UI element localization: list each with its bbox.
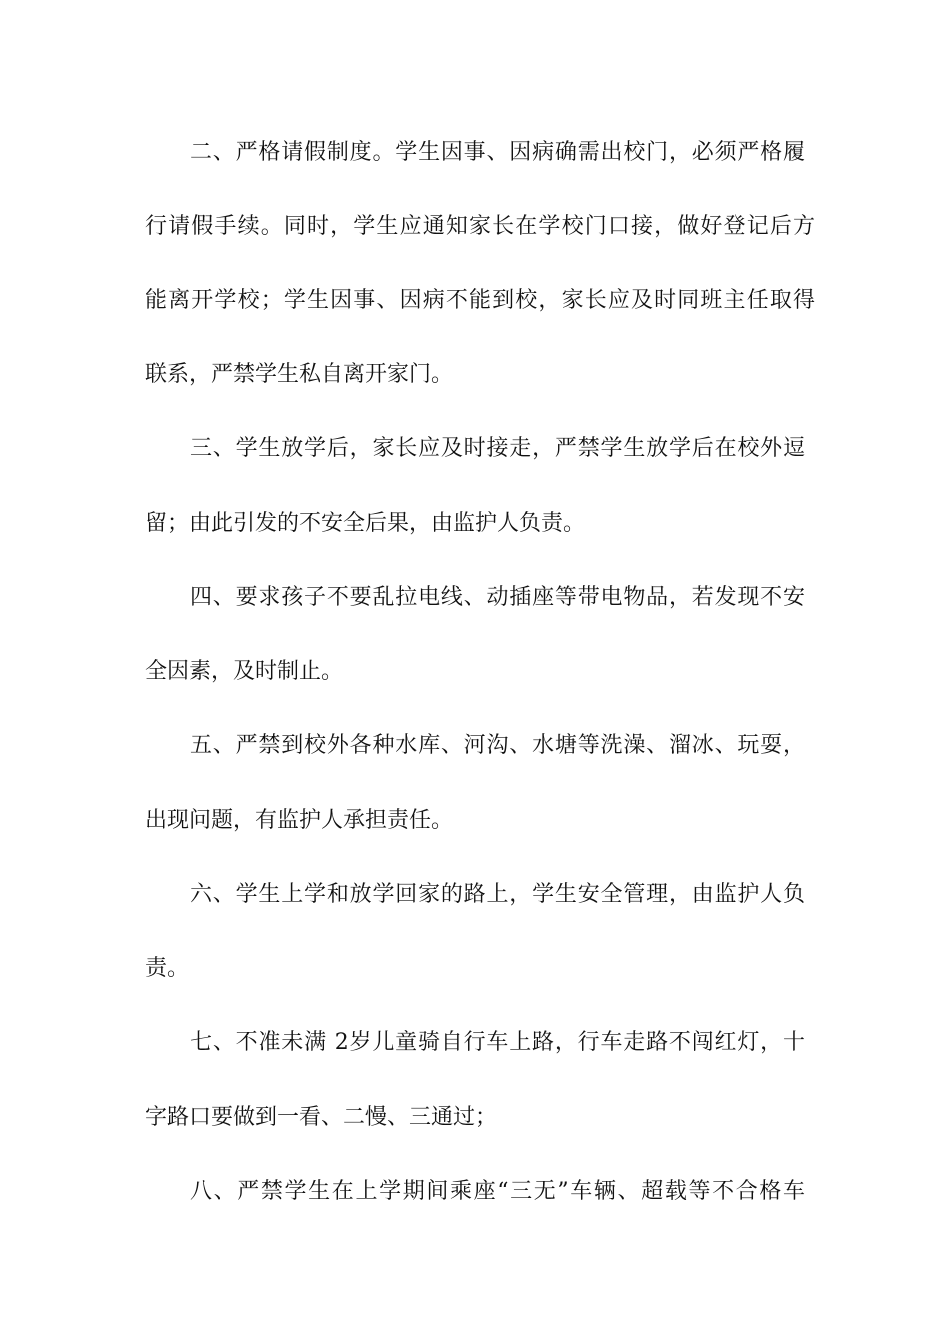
paragraph-3-line-2: 留；由此引发的不安全后果，由监护人负责。 (145, 511, 586, 536)
paragraph-5-line-2: 出现问题，有监护人承担责任。 (145, 808, 454, 833)
paragraph-2-line-1: 二、严格请假制度。学生因事、因病确需出校门，必须严格履 (190, 140, 805, 165)
paragraph-6-line-2: 责。 (145, 956, 190, 981)
paragraph-6-line-1: 六、学生上学和放学回家的路上，学生安全管理，由监护人负 (190, 882, 805, 907)
paragraph-4-line-1: 四、要求孩子不要乱拉电线、动插座等带电物品，若发现不安 (190, 585, 805, 610)
paragraph-2-line-2: 行请假手续。同时，学生应通知家长在学校门口接，做好登记后方 (145, 214, 815, 239)
paragraph-7-line-2: 字路口要做到一看、二慢、三通过； (145, 1105, 498, 1130)
paragraph-5-line-1: 五、严禁到校外各种水库、河沟、水塘等洗澡、溜冰、玩耍， (190, 733, 805, 758)
paragraph-3-line-1: 三、学生放学后，家长应及时接走，严禁学生放学后在校外逗 (190, 436, 805, 461)
paragraph-4-line-2: 全因素，及时制止。 (145, 659, 344, 684)
paragraph-7-line-1: 七、不准未满 2岁儿童骑自行车上路，行车走路不闯红灯，十 (190, 1030, 805, 1055)
paragraph-2-line-4: 联系，严禁学生私自离开家门。 (145, 362, 454, 387)
paragraph-2-line-3: 能离开学校；学生因事、因病不能到校，家长应及时同班主任取得 (145, 288, 815, 313)
paragraph-8-line-1: 八、严禁学生在上学期间乘座“三无”车辆、超载等不合格车 (190, 1179, 805, 1204)
